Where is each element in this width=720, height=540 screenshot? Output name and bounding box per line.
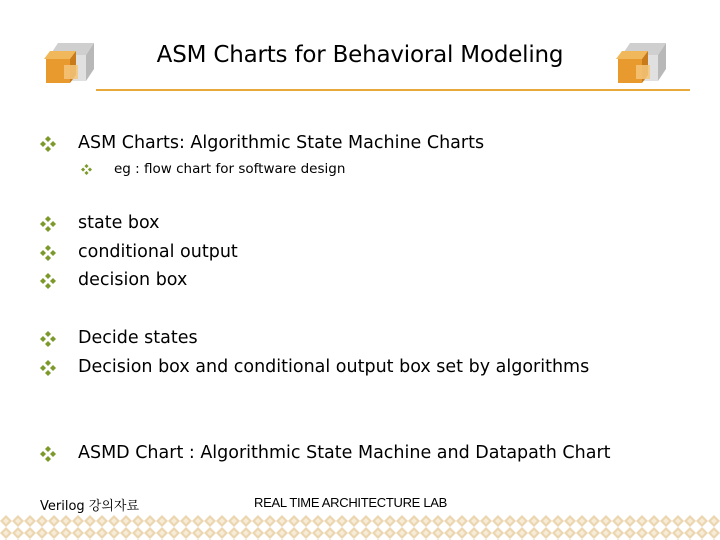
diamond-cluster-bullet-icon [40, 136, 56, 152]
bullet-text: decision box [78, 270, 188, 290]
slide-title: ASM Charts for Behavioral Modeling [156, 42, 564, 68]
bullet-text: Decision box and conditional output box set by algorithms [78, 357, 590, 377]
diamond-cluster-bullet-icon [40, 446, 56, 462]
bullet-text: conditional output [78, 242, 238, 262]
title-underline [96, 89, 690, 91]
footer-lab-name: REAL TIME ARCHITECTURE LAB [254, 495, 448, 510]
bullet-text: state box [78, 213, 160, 233]
diamond-cluster-bullet-icon [40, 360, 56, 376]
diamond-cluster-bullet-icon [40, 216, 56, 232]
diamond-cluster-bullet-icon [40, 273, 56, 289]
footer-course-label: Verilog 강의자료 [40, 499, 140, 514]
diamond-cluster-bullet-icon [40, 245, 56, 261]
bullet-text: ASMD Chart : Algorithmic State Machine and Datapath Chart [78, 443, 611, 463]
bullet-text: eg : flow chart for software design [114, 161, 346, 177]
bullet-text: ASM Charts: Algorithmic State Machine Charts [78, 133, 485, 153]
stacked-boxes-logo-icon [616, 41, 668, 85]
decorative-diamond-border [0, 515, 720, 540]
diamond-cluster-bullet-icon [81, 164, 92, 175]
bullet-text: Decide states [78, 328, 198, 348]
diamond-cluster-bullet-icon [40, 331, 56, 347]
